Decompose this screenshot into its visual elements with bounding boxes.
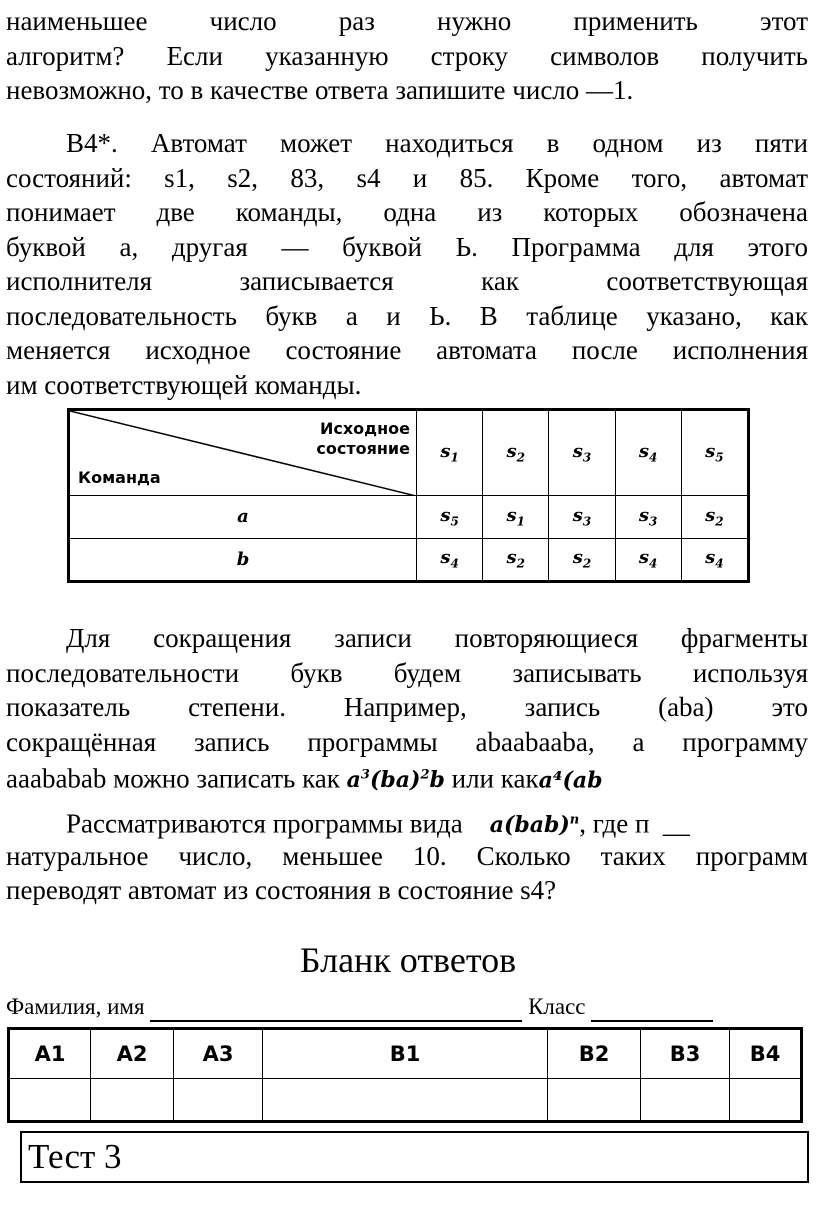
state-transition-table (67, 408, 750, 583)
text-line: алгоритм? Если указанную строку символов получить (6, 40, 808, 71)
result-cell: $s_3$ (615, 496, 681, 539)
text-line: меняется исходное состояние автомата после исполнения (6, 335, 808, 365)
answer-cell[interactable] (263, 1079, 548, 1121)
answer-form-title: Бланк ответов (299, 940, 517, 980)
header-command: Команда (78, 468, 161, 487)
result-cell: $s_5$ (417, 496, 483, 539)
top-paragraph (6, 4, 808, 108)
answer-column-header: B3 (641, 1030, 730, 1079)
table-corner-header (70, 411, 417, 496)
answers-header-row (10, 1030, 801, 1079)
table-row (70, 538, 748, 581)
answer-column-header: A1 (10, 1030, 91, 1079)
command-cell: a (70, 496, 417, 539)
power-paragraph (6, 621, 808, 794)
formula-example: $a^3(ba)^2b$ (346, 767, 445, 794)
formula-program: a(bab)$^n$ (489, 812, 580, 839)
text-line: Для сокращения записи повторяющиеся фрагменты (66, 623, 808, 653)
text-line: понимает две команды, одна из которых обозначена (6, 197, 808, 227)
answer-cell[interactable] (91, 1079, 174, 1121)
class-label: Класс (528, 994, 586, 1019)
question-paragraph (6, 804, 808, 908)
command-cell: b (70, 538, 417, 581)
result-cell: $s_2$ (483, 538, 549, 581)
text-line: буквой a, другая — буквой Ь. Программа для этого (6, 231, 808, 262)
text-line: В4*. Автомат может находиться в одном из пяти (66, 128, 808, 158)
state-header-cell: $s_4$ (615, 411, 681, 496)
text-line: натуральное число, меньшее 10. Сколько таких программ (6, 840, 808, 871)
test-label: Тест 3 (28, 1137, 122, 1176)
text-line: состояний: s1, s2, 83, s4 и 85. Кроме того, автомат (6, 162, 808, 193)
text-line: исполнителя записывается как соответствующая (6, 266, 808, 296)
test-label-box (20, 1131, 809, 1183)
result-cell: $s_2$ (681, 496, 747, 539)
name-class-row (6, 992, 806, 1022)
formula-alt: a⁴(ab (538, 767, 603, 794)
state-header-cell: $s_5$ (681, 411, 747, 496)
result-cell: $s_1$ (483, 496, 549, 539)
header-initial-state: Исходное состояние (316, 419, 410, 458)
answer-cell[interactable] (548, 1079, 641, 1121)
answer-column-header: B4 (730, 1030, 801, 1079)
answer-cell[interactable] (641, 1079, 730, 1121)
answer-cell[interactable] (730, 1079, 801, 1121)
result-cell: $s_4$ (417, 538, 483, 581)
text-line: им соответствующей команды. (6, 369, 362, 400)
answers-input-row (10, 1079, 801, 1121)
text-line: Рассматриваются программы вида a(bab)$^n$, где п __ (66, 808, 690, 839)
result-cell: $s_4$ (615, 538, 681, 581)
name-label: Фамилия, имя (6, 994, 145, 1019)
result-cell: $s_4$ (681, 538, 747, 581)
b4-paragraph (6, 126, 808, 402)
answer-column-header: A2 (91, 1030, 174, 1079)
result-cell: $s_3$ (549, 496, 615, 539)
text-line: aaababab можно записать как $a^3(ba)^2b$ или какa⁴(ab (6, 763, 603, 794)
text-line: показатель степени. Например, запись (aba) это (6, 692, 808, 722)
answer-column-header: A3 (174, 1030, 263, 1079)
text-line: невозможно, то в качестве ответа запишите число —1. (6, 75, 634, 105)
text-line: сокращённая запись программы abaabaaba, а программу (6, 726, 808, 757)
name-field[interactable] (150, 998, 522, 1022)
text-line: последовательность букв а и Ь. В таблице указано, как (6, 300, 808, 331)
answers-table (7, 1027, 803, 1123)
table-row (70, 496, 748, 539)
state-header-cell: $s_2$ (483, 411, 549, 496)
text-line: последовательности букв будем записывать используя (6, 657, 808, 688)
answer-column-header: B2 (548, 1030, 641, 1079)
answer-column-header: B1 (263, 1030, 548, 1079)
state-header-cell: $s_3$ (549, 411, 615, 496)
answer-cell[interactable] (174, 1079, 263, 1121)
text-line: наименьшее число раз нужно применить этот (6, 6, 808, 36)
state-header-cell: $s_1$ (417, 411, 483, 496)
class-field[interactable] (591, 998, 713, 1022)
text-line: переводят автомат из состояния в состояние s4? (6, 875, 557, 905)
answer-cell[interactable] (10, 1079, 91, 1121)
result-cell: $s_2$ (549, 538, 615, 581)
